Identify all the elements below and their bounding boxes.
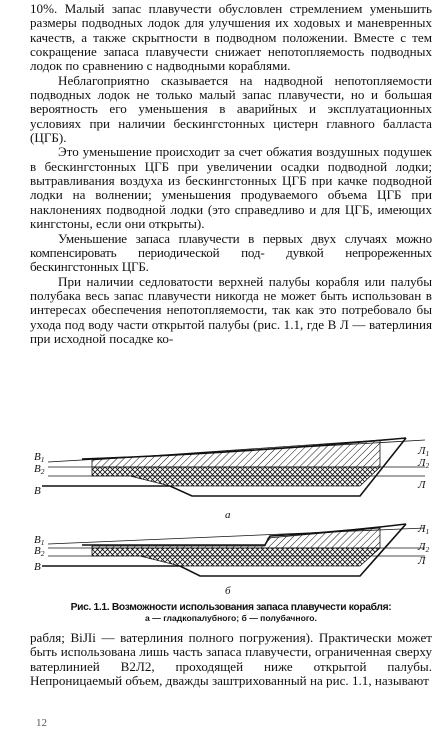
- figure-caption: [30, 602, 432, 624]
- figure-1-1: [30, 432, 432, 602]
- label-panel-a: а: [225, 509, 231, 521]
- caption-title: Рис. 1.1. Возможности использования запаса плавучести корабля:: [70, 602, 392, 613]
- panel-a: [34, 438, 429, 521]
- paragraph: 10%. Малый запас плавучести обусловлен стремлением уменьшить размеры подводных лодок для улучшения их ходовых и маневренных качеств, а также скрытности в подводном положении. Вместе с тем сокращение запаса плавучести снижает непотопляемость подводных лодок по сравнению с надводными кораблями.: [30, 1, 432, 74]
- paragraph: Уменьшение запаса плавучести в первых двух случаях можно компенсировать периодической под- дувкой непрореженных бескингстонных ЦГБ.: [30, 230, 432, 275]
- paragraph: рабля; BiJIi — ватерлиния полного погружения). Практически может быть использована лишь часть запаса плавучести, ограниченная сверху ватерлинией B2Л2, проходящей ниже открытой палубы. Непроницаемый объем, дважды заштрихованный на рис. 1.1, называют: [30, 630, 432, 689]
- body-text-bottom: [30, 631, 432, 688]
- label-b1: В1: [34, 451, 45, 464]
- label-b1: В1: [34, 534, 45, 547]
- caption-legend: а — гладкопалубного; б — полубачного.: [145, 613, 317, 623]
- double-hatched-volume: [92, 467, 380, 486]
- label-b2: В2: [34, 463, 45, 476]
- panel-b: [34, 523, 429, 597]
- page-number: 12: [36, 717, 47, 729]
- label-b: В: [34, 485, 41, 497]
- label-b2: В2: [34, 545, 45, 558]
- paragraph: При наличии седловатости верхней палубы корабля или палубы полубака весь запас плавучести никогда не может быть использован в интересах обеспечения непотопляемости, так как это потребовало бы ухода под воду части открытой палубы (рис. 1.1, где В Л — ватерлиния при исходной посадке ко-: [30, 273, 432, 346]
- hull-diagram: [30, 432, 432, 602]
- paragraph: Это уменьшение происходит за счет обжатия воздушных подушек в бескингстонных ЦГБ при увеличении осадки подводной лодки; вытравливания воздуха из бескингстонных ЦГБ при качке подводной лодки на волнении; уменьшения продуваемого объема ЦГБ при наклонениях подводной лодки (это справедливо и для ЦГБ, имеющих кингстоны, если они открыты).: [30, 144, 432, 232]
- label-l: Л: [418, 479, 426, 491]
- label-l: Л: [418, 555, 426, 567]
- label-l2: Л2: [418, 457, 430, 470]
- label-l2: Л2: [418, 541, 430, 554]
- label-b: В: [34, 561, 41, 573]
- double-hatched-volume: [92, 548, 380, 566]
- label-l1: Л1: [418, 523, 430, 536]
- paragraph: Неблагоприятно сказывается на надводной непотопляемости подводных лодок не только малый запас плавучести, но и большая вероятность его уменьшения в аварийных и эксплуатационных условиях при наличии бескингстонных цистерн главного балласта (ЦГБ).: [30, 72, 432, 146]
- body-text-top: [30, 2, 432, 346]
- label-panel-b: б: [225, 585, 231, 597]
- label-l1: Л1: [418, 445, 430, 458]
